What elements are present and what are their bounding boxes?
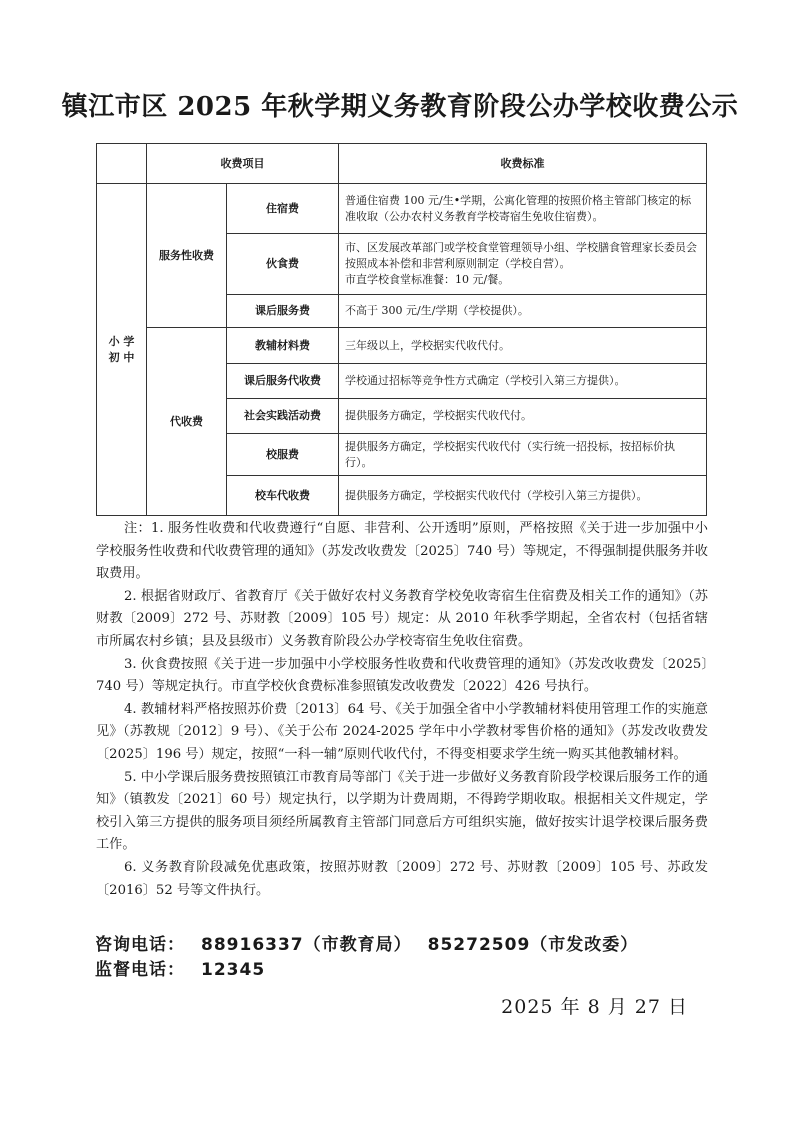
fee-standard: 学校通过招标等竞争性方式确定（学校引入第三方提供）。 bbox=[339, 364, 707, 399]
fee-name: 课后服务代收费 bbox=[227, 364, 339, 399]
fee-name: 社会实践活动费 bbox=[227, 399, 339, 434]
consult-label: 咨询电话： bbox=[95, 935, 185, 955]
header-fee-standard: 收费标准 bbox=[339, 144, 707, 184]
table-header-row bbox=[97, 144, 707, 184]
table-row bbox=[97, 184, 707, 234]
note-paragraph: 2. 根据省财政厅、省教育厅《关于做好农村义务教育学校免收寄宿生住宿费及相关工作的通知》（苏财教〔2009〕272 号、苏财教〔2009〕105 号）规定：从 2010 年秋季学期起，全省农村（包括省辖市所属农村乡镇；县及县级市）义务教育阶段公办学校寄宿生免收住宿费。 bbox=[96, 588, 708, 649]
page-title: 镇江市区 2025 年秋学期义务教育阶段公办学校收费公示 bbox=[61, 92, 739, 122]
fee-table bbox=[96, 143, 707, 516]
school-level-cell: 小 学 初 中 bbox=[97, 184, 147, 516]
note-paragraph: 注：1. 服务性收费和代收费遵行“自愿、非营利、公开透明”原则，严格按照《关于进一步加强中小学校服务性收费和代收费管理的通知》（苏发改收费发〔2025〕740 号）等规定，不得强制提供服务并收取费用。 bbox=[96, 521, 708, 582]
note-paragraph: 3. 伙食费按照《关于进一步加强中小学校服务性收费和代收费管理的通知》（苏发改收费发〔2025〕740 号）等规定执行。市直学校伙食费标准参照镇发改收费发〔2022〕426 号执行。 bbox=[96, 656, 708, 695]
supervise-phone-line bbox=[95, 955, 281, 980]
fee-name: 伙食费 bbox=[227, 234, 339, 295]
notice-date: 2025 年 8 月 27 日 bbox=[501, 996, 688, 1018]
fee-name: 课后服务费 bbox=[227, 295, 339, 328]
header-blank-cell bbox=[97, 144, 147, 184]
note-paragraph: 4. 教辅材料严格按照苏价费〔2013〕64 号、《关于加强全省中小学教辅材料使用管理工作的实施意见》（苏教规〔2012〕9 号）、《关于公布 2024-2025 学年中小学教材零售价格的通知》（苏发改收费发〔2025〕196 号）规定，按照“一科一辅”原则代收代付，不得变相要求学生统一购买其他教辅材料。 bbox=[96, 701, 708, 762]
service-category-cell: 服务性收费 bbox=[147, 184, 227, 328]
fee-name: 住宿费 bbox=[227, 184, 339, 234]
fee-standard: 提供服务方确定，学校据实代收代付（实行统一招投标，按招标价执行）。 bbox=[339, 434, 707, 476]
header-fee-item: 收费项目 bbox=[147, 144, 339, 184]
notes-section bbox=[96, 518, 708, 902]
note-paragraph: 5. 中小学课后服务费按照镇江市教育局等部门《关于进一步做好义务教育阶段学校课后服务工作的通知》（镇教发〔2021〕60 号）规定执行，以学期为计费周期，不得跨学期收取。根据相关文件规定，学校引入第三方提供的服务项目须经所属教育主管部门同意后方可组织实施，做好按实计退学校课后服务费工作。 bbox=[96, 769, 708, 853]
fee-standard: 市、区发展改革部门或学校食堂管理领导小组、学校膳食管理家长委员会按照成本补偿和非营利原则制定（学校自营）。 市直学校食堂标准餐：10 元/餐。 bbox=[339, 234, 707, 295]
fee-standard: 不高于 300 元/生/学期（学校提供）。 bbox=[339, 295, 707, 328]
fee-name: 校服费 bbox=[227, 434, 339, 476]
consult-phone-education: 88916337（市教育局） bbox=[201, 935, 412, 955]
fee-name: 教辅材料费 bbox=[227, 328, 339, 364]
fee-standard: 三年级以上，学校据实代收代付。 bbox=[339, 328, 707, 364]
fee-name: 校车代收费 bbox=[227, 476, 339, 516]
fee-standard: 提供服务方确定，学校据实代收代付（学校引入第三方提供）。 bbox=[339, 476, 707, 516]
supervise-label: 监督电话： bbox=[95, 960, 185, 980]
consult-phone-development: 85272509（市发改委） bbox=[427, 935, 639, 955]
table-row bbox=[97, 328, 707, 364]
fee-standard: 提供服务方确定，学校据实代收代付。 bbox=[339, 399, 707, 434]
proxy-category-cell: 代收费 bbox=[147, 328, 227, 516]
supervise-phone: 12345 bbox=[201, 960, 266, 980]
fee-standard: 普通住宿费 100 元/生•学期，公寓化管理的按照价格主管部门核定的标准收取（公办农村义务教育学校寄宿生免收住宿费）。 bbox=[339, 184, 707, 234]
consult-phone-line bbox=[95, 930, 654, 955]
note-paragraph: 6. 义务教育阶段减免优惠政策，按照苏财教〔2009〕272 号、苏财教〔2009〕105 号、苏政发〔2016〕52 号等文件执行。 bbox=[96, 859, 708, 898]
